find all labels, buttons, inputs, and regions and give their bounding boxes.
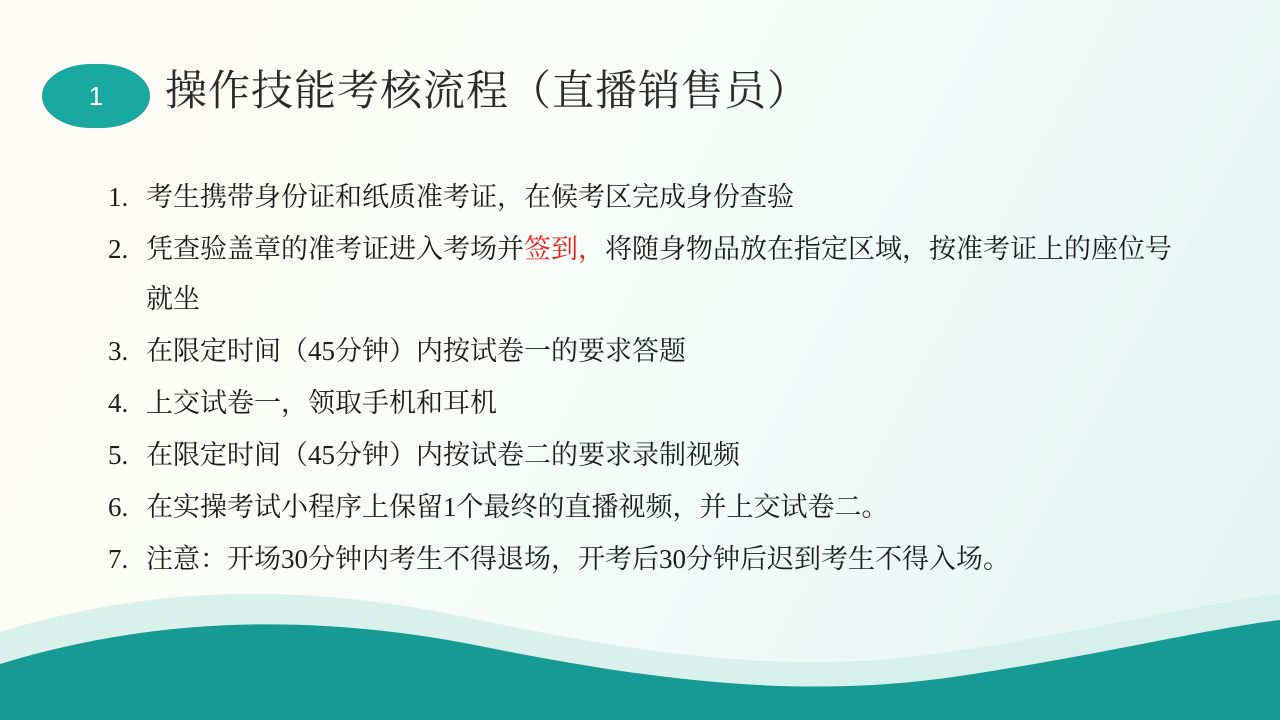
list-item-number: 4. [108,388,129,418]
text-run: 在实操考试小程序上保留1个最终的直播视频，并上交试卷二。 [146,492,889,522]
slide-header [0,30,1280,120]
list-item [108,378,1198,428]
text-run: 凭查验盖章的准考证进入考场并 [146,234,524,264]
list-item-text [146,172,1198,222]
text-run: 考生携带身份证和纸质准考证，在候考区完成身份查验 [146,182,794,212]
list-item [108,172,1198,222]
list-item-number: 7. [108,544,129,574]
list-item-text [146,430,1198,480]
list-item-number: 2. [108,234,129,264]
list-item [108,482,1198,532]
list-item [108,224,1198,324]
list-item [108,534,1198,584]
list-item-text [146,326,1198,376]
text-run: 在限定时间（45分钟）内按试卷二的要求录制视频 [146,440,740,470]
list-item-number: 3. [108,336,129,366]
text-run: 上交试卷一，领取手机和耳机 [146,388,497,418]
list-item [108,326,1198,376]
list-item [108,430,1198,480]
text-run: 将随身物品放在指定区域，按准考证上的座位号就坐 [146,234,1172,314]
list-item-text [146,482,1198,532]
list-item-text [146,224,1198,324]
procedure-list [108,172,1198,586]
page-title: 操作技能考核流程（直播销售员） [165,69,811,115]
list-item-text [146,534,1198,584]
list-item-text [146,378,1198,428]
text-run: 注意：开场30分钟内考生不得退场，开考后30分钟后迟到考生不得入场。 [146,544,1010,574]
list-item-number: 6. [108,492,129,522]
highlighted-text: 签到， [524,234,605,264]
text-run: 在限定时间（45分钟）内按试卷一的要求答题 [146,336,686,366]
list-item-number: 1. [108,182,129,212]
section-number-badge [42,64,150,128]
list-item-number: 5. [108,440,129,470]
section-number-label: 1 [88,81,104,111]
